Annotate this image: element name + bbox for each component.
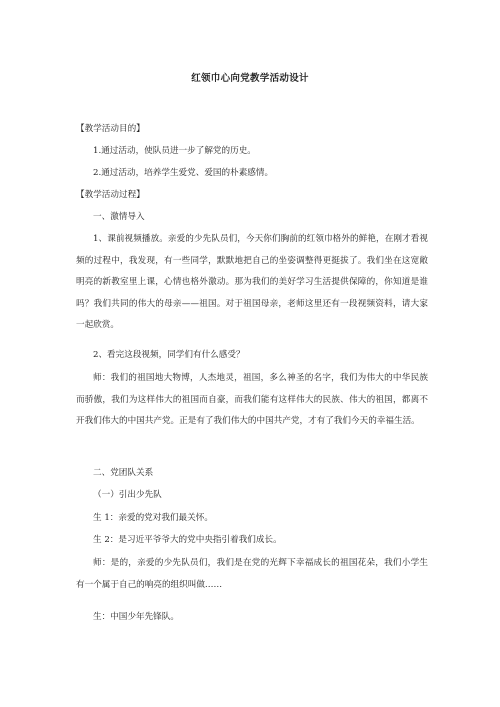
student-answer-3: 生：中国少年先锋队。 xyxy=(93,612,179,622)
part-1-heading: 一、激情导入 xyxy=(93,212,145,222)
student-answer-1: 生 1：亲爱的党对我们最关怀。 xyxy=(93,513,213,523)
goal-item-1: 1.通过活动，使队员进一步了解党的历史。 xyxy=(93,146,256,156)
paragraph-teacher-response: 师：是的，亲爱的少先队员们，我们是在党的光辉下幸福成长的祖国花朵，我们小学生有一个属于自己的响亮的组织叫做…… xyxy=(76,558,428,590)
document-title: 红领巾心向党教学活动设计 xyxy=(191,73,309,84)
student-answer-2: 生 2：是习近平爷爷大的党中央指引着我们成长。 xyxy=(93,535,282,545)
section-heading-goal: 【教学活动目的】 xyxy=(76,124,145,134)
section-heading-process: 【教学活动过程】 xyxy=(76,190,145,200)
part-2-heading: 二、党团队关系 xyxy=(93,468,154,478)
subsection-1-heading: （一）引出少先队 xyxy=(93,490,162,500)
paragraph-intro-video: 1、课前视频播放。亲爱的少先队员们，今天你们胸前的红领巾格外的鲜艳，在刚才看视频的过程中，我发现，有一些同学，默默地把自己的坐姿调整得更挺拔了。我们坐在这宽敞明亮的新教室里上课，心情也格外激动。那为我们的美好学习生活提供保障的，你知道是谁吗？我们共同的伟大的母亲——祖国。对于祖国母亲，老师这里还有一段视频资料，请大家一起欣赏。 xyxy=(76,234,428,330)
paragraph-question: 2、看完这段视频，同学们有什么感受？ xyxy=(93,350,245,360)
paragraph-teacher-remarks: 师：我们的祖国地大物博，人杰地灵，祖国，多么神圣的名字，我们为伟大的中华民族而骄傲，我们为这样伟大的祖国而自豪，而我们能有这样伟大的民族、伟大的祖国，都离不开我们伟大的中国共产党。正是有了我们伟大的中国共产党，才有了我们今天的幸福生活。 xyxy=(76,373,428,426)
goal-item-2: 2.通过活动，培养学生爱党、爱国的朴素感情。 xyxy=(93,168,274,178)
